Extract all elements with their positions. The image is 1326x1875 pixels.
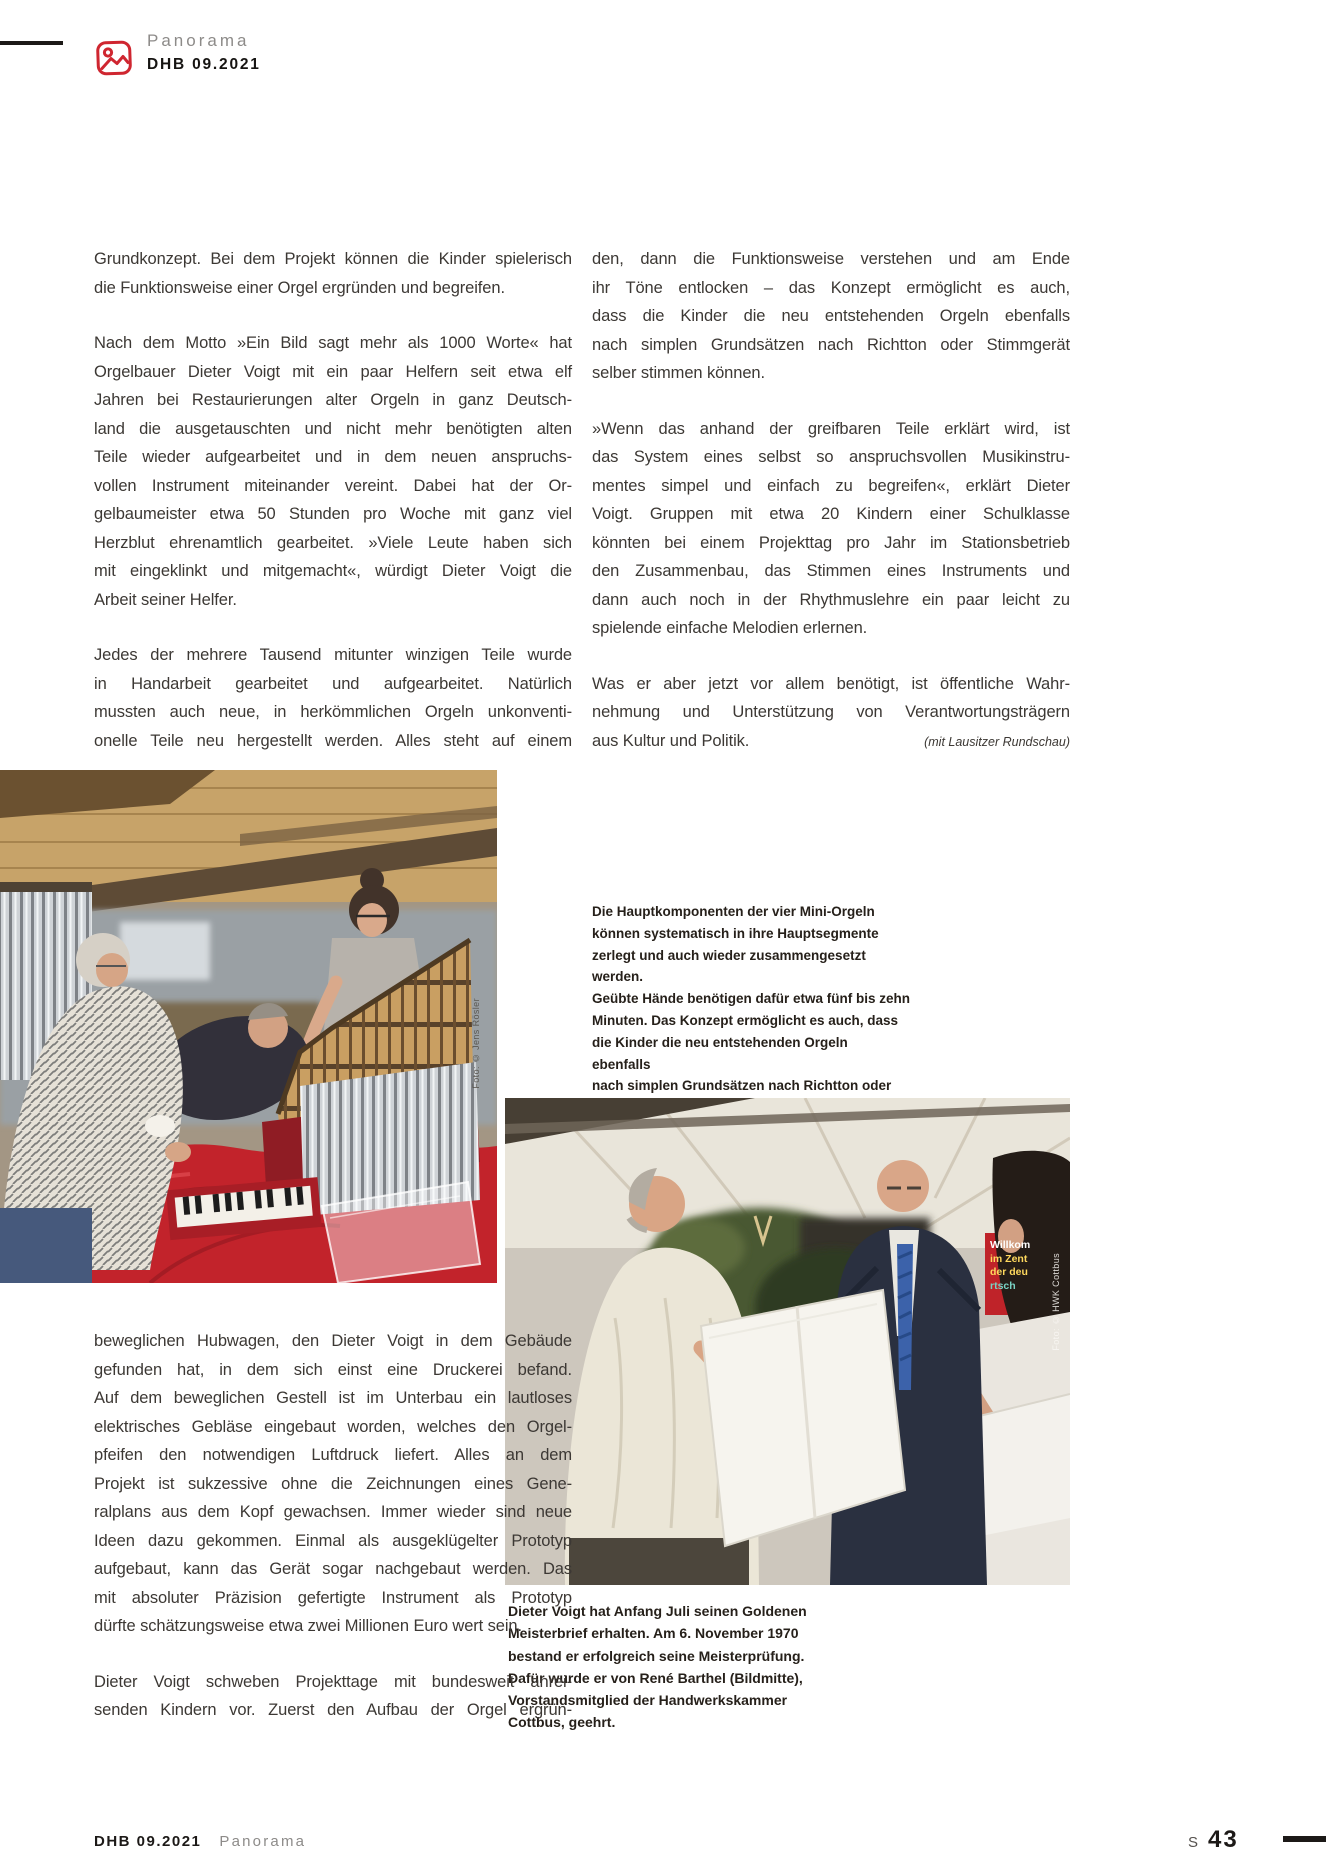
source-credit: (mit Lausitzer Rundschau) bbox=[924, 734, 1070, 749]
caption-line: zerlegt und auch wieder zusammengesetzt werden. bbox=[592, 947, 866, 985]
top-left-rule bbox=[0, 41, 63, 45]
caption-line: können systematisch in ihre Hauptsegmente bbox=[592, 925, 879, 941]
text-line: Was er aber jetzt vor allem benötigt, ist öffentliche Wahr- bbox=[592, 674, 1070, 693]
footer-section: Panorama bbox=[219, 1833, 307, 1850]
page-number: 43 bbox=[1208, 1826, 1239, 1853]
photo-workshop-illustration bbox=[0, 770, 497, 1283]
paragraph bbox=[592, 245, 1070, 388]
photo-credit-workshop: Foto: © Jens Rösler bbox=[471, 998, 481, 1089]
issue-label: DHB 09.2021 bbox=[147, 56, 261, 73]
caption-line: bestand er erfolgreich seine Meisterprüfung. bbox=[508, 1647, 805, 1664]
caption-line: die Kinder die neu entstehenden Orgeln ebenfalls bbox=[592, 1034, 848, 1072]
text-line: selber stimmen können. bbox=[592, 364, 765, 382]
text-line: nehmung und Unterstützung von Verantwortungsträgern bbox=[592, 703, 1070, 721]
text-line: Projekt ist sukzessive ohne die Zeichnungen eines Gene- bbox=[94, 1474, 572, 1493]
photo-workshop bbox=[0, 770, 497, 1283]
text-line: Jahren bei Restaurierungen alter Orgeln in ganz Deutsch- bbox=[94, 391, 572, 409]
caption-line: Minuten. Das Konzept ermöglicht es auch, dass bbox=[592, 1012, 899, 1028]
text-line: könnten bei einem Projekttag pro Jahr im Stationsbetrieb bbox=[592, 533, 1070, 552]
banner-line: der deu bbox=[990, 1266, 1028, 1278]
text-line: nach simplen Grundsätzen nach Richtton oder Stimmgerät bbox=[592, 335, 1070, 354]
section-title: Panorama bbox=[147, 31, 250, 50]
text-line: den Zusammenbau, das Stimmen eines Instruments und bbox=[592, 562, 1070, 580]
text-line: gefunden hat, in dem sich einst eine Druckerei befand. bbox=[94, 1360, 572, 1379]
picture-icon bbox=[95, 37, 133, 78]
caption-line: Dieter Voigt hat Anfang Juli seinen Goldenen bbox=[508, 1603, 807, 1619]
paragraph bbox=[94, 641, 572, 755]
text-line: Grundkonzept. Bei dem Projekt können die Kinder spielerisch bbox=[94, 250, 572, 268]
text-line: die Funktionsweise einer Orgel ergründen und begreifen. bbox=[94, 278, 505, 297]
closing-line bbox=[592, 727, 1070, 757]
caption-line: Vorstandsmitglied der Handwerkskammer bbox=[508, 1692, 788, 1709]
text-line: onelle Teile neu hergestellt werden. Alles steht auf einem bbox=[94, 731, 572, 750]
text-line: mit absoluter Präzision gefertigte Instrument als Prototyp bbox=[94, 1588, 572, 1607]
caption-mini-organs bbox=[592, 901, 910, 1119]
text-line: spielende einfache Melodien erlernen. bbox=[592, 619, 868, 637]
text-line: elektrisches Gebläse eingebaut worden, welches den Orgel- bbox=[94, 1417, 572, 1436]
banner-line: Willkom bbox=[990, 1239, 1031, 1251]
article-column-lower-left bbox=[94, 1327, 572, 1725]
text-line: Orgelbauer Dieter Voigt mit ein paar Helfern seit etwa elf bbox=[94, 362, 572, 381]
text-line: Nach dem Motto »Ein Bild sagt mehr als 1000 Worte« hat bbox=[94, 334, 572, 352]
article-column-upper-right bbox=[592, 245, 1070, 756]
paragraph bbox=[592, 670, 1070, 757]
text-line: Jedes der mehrere Tausend mitunter winzigen Teile wurde bbox=[94, 646, 572, 664]
text-line: mentes simpel und einfach zu begreifen«, erklärt Dieter bbox=[592, 476, 1070, 495]
text-line: dann auch noch in der Rhythmuslehre ein paar leicht zu bbox=[592, 590, 1070, 609]
text-line: mit eingeklinkt und mitgemacht«, würdigt Dieter Voigt die bbox=[94, 562, 572, 580]
bottom-right-rule bbox=[1283, 1836, 1326, 1842]
photo-ceremony bbox=[505, 1098, 1070, 1585]
banner-line: im Zent bbox=[990, 1252, 1028, 1265]
footer-left bbox=[94, 1833, 306, 1850]
text-line: dass die Kinder die neu entstehenden Orgeln ebenfalls bbox=[592, 307, 1070, 325]
text-line: senden Kindern vor. Zuerst den Aufbau der Orgel ergrün- bbox=[94, 1701, 572, 1719]
text-line: Dieter Voigt schweben Projekttage mit bundesweit anrei- bbox=[94, 1672, 572, 1691]
text-line: Herzblut ehrenamtlich gearbeitet. »Viele Leute haben sich bbox=[94, 533, 572, 552]
panorama-logo-icon bbox=[95, 37, 133, 78]
page-header bbox=[147, 31, 261, 74]
photo-credit-ceremony: Foto: © HWK Cottbus bbox=[1051, 1253, 1061, 1351]
photo-ceremony-illustration bbox=[505, 1098, 1070, 1585]
text-line: dürfte schätzungsweise etwa zwei Millionen Euro wert sein. bbox=[94, 1617, 522, 1635]
text-line: in Handarbeit gearbeitet und aufgearbeitet. Natürlich bbox=[94, 674, 572, 693]
article-column-upper-left bbox=[94, 245, 572, 755]
text-line: Ideen dazu gekommen. Einmal als ausgeklügelter Prototyp bbox=[94, 1531, 572, 1550]
text-line: pfeifen den notwendigen Luftdruck liefert. Alles an dem bbox=[94, 1446, 572, 1464]
caption-line: Meisterbrief erhalten. Am 6. November 1970 bbox=[508, 1625, 799, 1642]
caption-line: nach simplen Grundsätzen nach Richtton oder bbox=[592, 1078, 892, 1094]
paragraph bbox=[94, 329, 572, 614]
text-line: Teile wieder aufgearbeitet und in dem neuen anspruchs- bbox=[94, 448, 572, 466]
text-line: Auf dem beweglichen Gestell ist im Unterbau ein lautloses bbox=[94, 1389, 572, 1407]
caption-line: Dafür wurde er von René Barthel (Bildmitte), bbox=[508, 1669, 803, 1686]
text-line: beweglichen Hubwagen, den Dieter Voigt in dem Gebäude bbox=[94, 1332, 572, 1350]
caption-line: Geübte Hände benötigen dafür etwa fünf bis zehn bbox=[592, 991, 911, 1007]
footer-issue: DHB 09.2021 bbox=[94, 1833, 202, 1850]
caption-line: Die Hauptkomponenten der vier Mini-Orgeln bbox=[592, 904, 875, 919]
text-line: land die ausgetauschten und nicht mehr benötigten alten bbox=[94, 419, 572, 438]
text-line: mussten auch neue, in herkömmlichen Orgeln unkonventi- bbox=[94, 703, 572, 721]
text-line: Voigt. Gruppen mit etwa 20 Kindern einer Schulklasse bbox=[592, 505, 1070, 523]
paragraph-lines bbox=[592, 670, 1070, 727]
text-line: das System eines selbst so anspruchsvollen Musikinstru- bbox=[592, 448, 1070, 466]
closing-text: aus Kultur und Politik. bbox=[592, 731, 750, 750]
page-prefix: S bbox=[1188, 1834, 1200, 1851]
paragraph bbox=[94, 1668, 572, 1725]
footer-page-number bbox=[1188, 1826, 1239, 1854]
paragraph bbox=[94, 245, 572, 302]
paragraph bbox=[592, 415, 1070, 643]
text-line: Arbeit seiner Helfer. bbox=[94, 590, 237, 609]
text-line: aufgebaut, kann das Gerät sogar nachgebaut werden. Das bbox=[94, 1560, 572, 1578]
paragraph bbox=[94, 1327, 572, 1641]
caption-line: Cottbus, geehrt. bbox=[508, 1714, 616, 1731]
text-line: ihr Töne entlocken – das Konzept ermöglicht es auch, bbox=[592, 278, 1070, 297]
text-line: gelbaumeister etwa 50 Stunden pro Woche mit ganz viel bbox=[94, 505, 572, 523]
banner-line: rtsch bbox=[990, 1279, 1016, 1292]
text-line: ralplans aus dem Kopf gewachsen. Immer wieder sind neue bbox=[94, 1503, 572, 1521]
text-line: den, dann die Funktionsweise verstehen und am Ende bbox=[592, 250, 1070, 268]
text-line: vollen Instrument miteinander vereint. Dabei hat der Or- bbox=[94, 476, 572, 495]
text-line: »Wenn das anhand der greifbaren Teile erklärt wird, ist bbox=[592, 419, 1070, 438]
